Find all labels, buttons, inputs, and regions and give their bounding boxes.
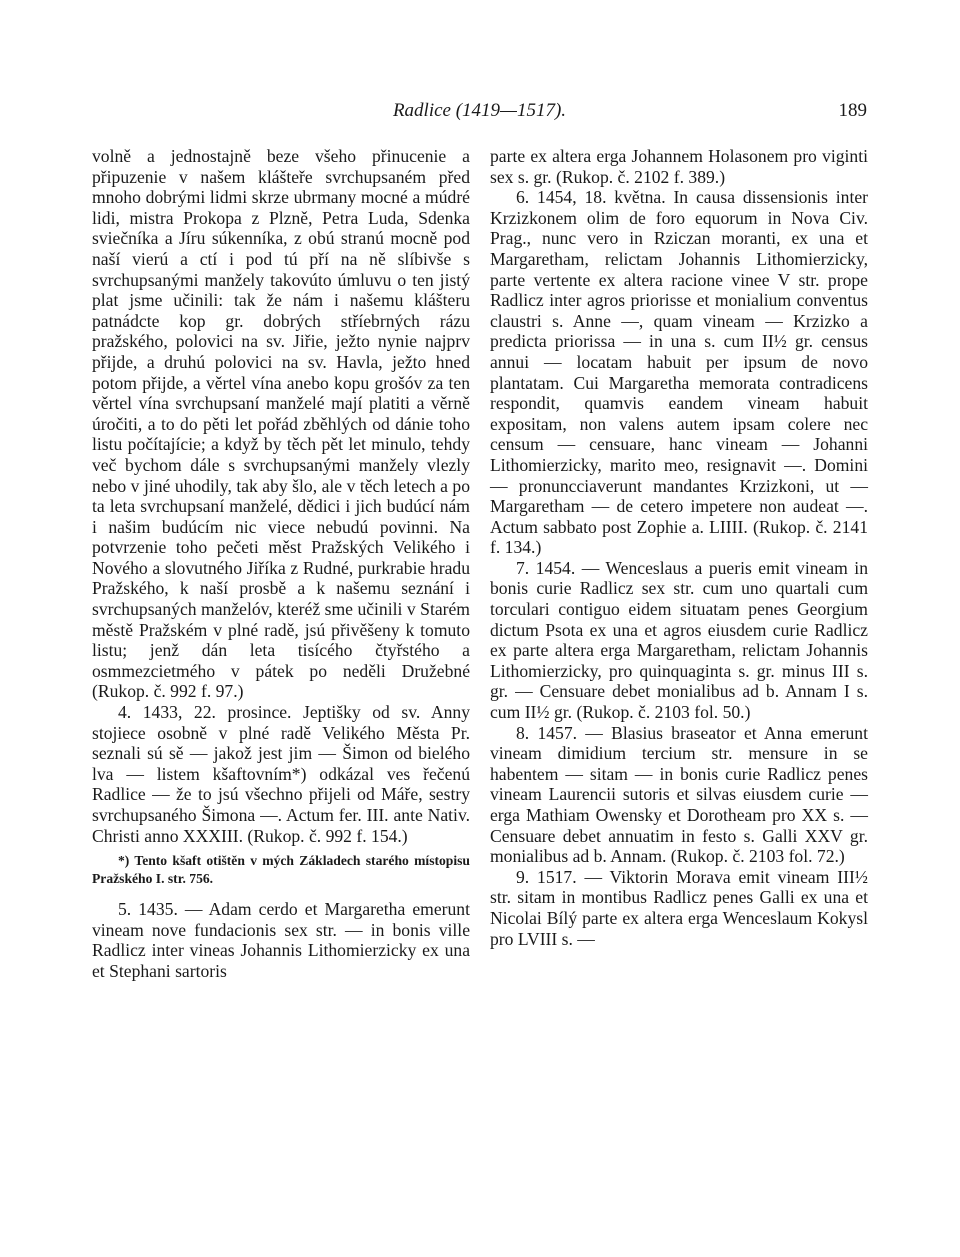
- running-title: Radlice (1419—1517).: [392, 100, 567, 121]
- paragraph: 4. 1433, 22. prosince. Jeptišky od sv. Anny stojiece osobně v plné radě Velikého Města Pr. seznali sú sě — jakož jest jim — Šimon od bielého lva — listem kšaftovním*) odkázal ves řečenú Radlice — že to jsú všechno přijeli od Máře, sestry svrchupsaného Šimona —. Actum fer. III. ante Nativ. Christi anno XXXIII. (Rukop. č. 992 f. 154.): [92, 702, 470, 846]
- left-column: [92, 146, 470, 982]
- paragraph: 7. 1454. — Wenceslaus a pueris emit vineam in bonis curie Radlicz sex str. cum uno quartali cum torculari contiguo eidem situatam penes Georgium dictum Psota ex una et agros eiusdem curie Radlicz ex parte altera erga Margaretham, relictam Johannis Lithomierzicky, pro quinquaginta s. gr. minus III s. gr. — Censuare debet monialibus ad b. Annam I s. cum II½ gr. (Rukop. č. 2103 fol. 50.): [490, 557, 868, 723]
- paragraph: volně a jednostajně beze všeho přinucenie a připuzenie v našem klášteře svrchupsaném před mnoho dobrými lidmi skrze ubrmany mocné a múdré lidi, mistra Prokopa z Plzně, Petra Luda, Sdenka sviečníka a Jíru súkenníka, z obú stranú mocně pod naší vierú a ctí i pod tú pří na ně slíbivše s svrchupsanými manžely takovúto úmluvu o ten jistý plat jsme učinili: tak že nám i našemu klášteru patnádcte kop gr. dobrých stříebrných rázu pražského, polovici na sv. Jiřie, ježto nynie najprv přijde, a druhú polovici na sv. Havla, ježto hned potom přijde, a věrtel vína anebo kopu grošóv za ten věrtel vína svrchupsaní manželé mají platiti a věrně úročiti, a to do pěti let pořád zběhlých od dánie toho listu počítajície; a když by těch pět let minulo, tehdy več bychom dále s svrchupsanými manžely vlezly nebo v jiné uhodily, tak aby šlo, ale v těch letech a po ta leta svrchupsaní manželé, dědici i jich budúcí nám i našim budúcím nic viece nebudú povinni. Na potvrzenie toho pečeti měst Pražských Velikého i Nového a slovutného Jiříka z Rudné, purkrabie hradu Pražského, k naší prosbě a k našemu seznání i svrchupsaných manželóv, kteréž sme učinili v Starém městě Pražském v plné radě, jsú přivěšeny k tomuto listu; jenž dán leta tisícého čtyřstého a osmmezcietmého v pátek po neděli Družebné (Rukop. č. 992 f. 97.): [92, 146, 470, 702]
- footnote: *) Tento kšaft otištěn v mých Základech starého místopisu Pražského I. str. 756.: [92, 853, 470, 886]
- page-number: 189: [838, 100, 867, 121]
- paragraph: parte ex altera erga Johannem Holasonem pro viginti sex s. gr. (Rukop. č. 2102 f. 389.): [490, 146, 868, 187]
- paragraph: 8. 1457. — Blasius braseator et Anna emerunt vineam dimidium tercium str. mensure in se habentem — sitam — in bonis curie Radlicz penes vineam Laurencii sutoris et silvas eiusdem curie — erga Mathiam Owensky et Dorotheam pro XX s. — Censuare debet annuatim in festo s. Galli XXV gr. monialibus ad b. Annam. (Rukop. č. 2103 fol. 72.): [490, 722, 868, 867]
- paragraph: 6. 1454, 18. května. In causa dissensionis inter Krzizkonem olim de foro equorum in Nova Civ. Prag., nunc vero in Rziczan moranti, ex una et Margaretham, relictam Johannis Lithomierzicky, parte vertente ex altera racione vinee V str. prope Radlicz inter agros priorisse et monialium conventus claustri s. Anne —, quam vineam — Krzizko a predicta priorissa — in una s. cum II½ gr. census annui — locatam habuit per ipsum de novo plantatam. Cui Margaretha memorata contradicens respondit, quamvis eandem vineam habuit expositam, non valens autem ipsam colere nec censum — censuare, hanc vineam — Johanni Lithomierzicky, marito meo, resignavit —. Domini — pronuncciaverunt mandantes Krzizkoni, ut — Margaretham — de cetero impetere non audeat —. Actum sabbato post Zophie a. LIIII. (Rukop. č. 2141 f. 134.): [490, 187, 868, 558]
- page-header: [92, 100, 867, 130]
- paragraph: 5. 1435. — Adam cerdo et Margaretha emerunt vineam nove fundacionis sex str. — in bonis ville Radlicz inter vineas Johannis Lithomierzicky ex una et Stephani sartoris: [92, 899, 470, 981]
- right-column: [490, 146, 868, 949]
- paragraph: 9. 1517. — Viktorin Morava emit vineam III½ str. sitam in montibus Radlicz penes Galli ex una et Nicolai Bílý parte ex altera erga Wenceslaum Kokysl pro LVIII s. —: [490, 866, 868, 949]
